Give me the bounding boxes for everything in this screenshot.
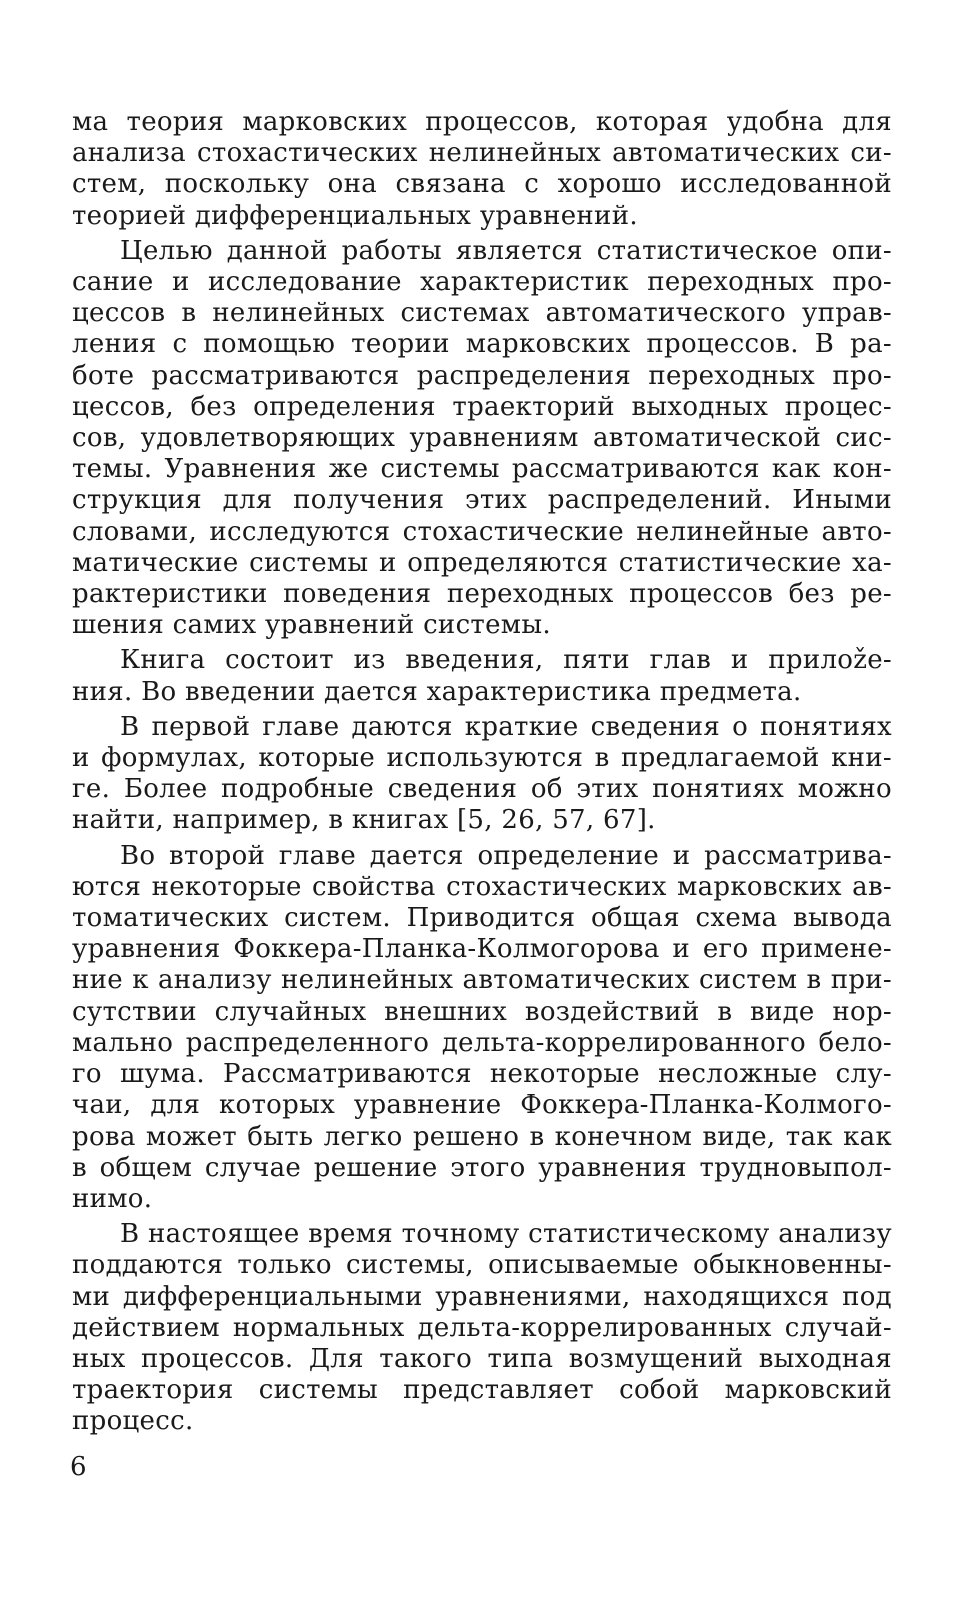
text-line: сание и исследование характеристик переходных про- bbox=[72, 267, 892, 298]
text-line: томатических систем. Приводится общая схема вывода bbox=[72, 903, 892, 934]
text-line: матические системы и определяются статистические ха- bbox=[72, 547, 892, 578]
text-line: процесс. bbox=[72, 1406, 194, 1437]
text-line: ние к анализу нелинейных автоматических систем в при- bbox=[72, 965, 892, 996]
text-line: поддаются только системы, описываемые обыкновенны- bbox=[72, 1250, 892, 1281]
text-line: шения самих уравнений системы. bbox=[72, 610, 551, 641]
paragraph-3 bbox=[72, 645, 892, 707]
text-line: Целью данной работы является статистическое опи- bbox=[120, 235, 892, 266]
text-line: теорией дифференциальных уравнений. bbox=[72, 200, 638, 231]
text-line: В первой главе даются краткие сведения о понятиях bbox=[120, 711, 892, 742]
text-line: ния. Во введении дается характеристика предмета. bbox=[72, 676, 802, 707]
paragraph-4 bbox=[72, 712, 892, 837]
text-line: Во второй главе дается определение и рассматрива- bbox=[120, 840, 892, 871]
text-line: сутствии случайных внешних воздействий в виде нор- bbox=[72, 996, 892, 1027]
text-line: найти, например, в книгах [5, 26, 57, 67]. bbox=[72, 805, 656, 836]
text-line: сов, удовлетворяющих уравнениям автоматической сис- bbox=[72, 423, 892, 454]
text-line: рактеристики поведения переходных процессов без ре- bbox=[72, 579, 892, 610]
page-number: 6 bbox=[70, 1452, 87, 1482]
text-line: чаи, для которых уравнение Фоккера-Планка-Колмого- bbox=[72, 1090, 892, 1121]
text-line: ге. Более подробные сведения об этих понятиях можно bbox=[72, 774, 892, 805]
text-line: ма теория марковских процессов, которая удобна для bbox=[72, 107, 892, 137]
paragraph-5 bbox=[72, 841, 892, 1215]
page-body bbox=[72, 107, 892, 1442]
text-line: и формулах, которые используются в предлагаемой кни- bbox=[72, 743, 892, 774]
text-line: го шума. Рассматриваются некоторые несложные слу- bbox=[72, 1059, 892, 1090]
text-line: ми дифференциальными уравнениями, находящихся под bbox=[72, 1281, 892, 1312]
text-line: В настоящее время точному статистическому анализу bbox=[120, 1219, 892, 1250]
text-line: рова может быть легко решено в конечном виде, так как bbox=[72, 1121, 892, 1152]
text-line: словами, исследуются стохастические нелинейные авто- bbox=[72, 516, 892, 547]
text-line: боте рассматриваются распределения переходных про- bbox=[72, 360, 892, 391]
text-line: анализа стохастических нелинейных автоматических си- bbox=[72, 138, 892, 169]
text-line: стем, поскольку она связана с хорошо исследованной bbox=[72, 169, 892, 200]
text-line: Книга состоит из введения, пяти глав и прилože- bbox=[120, 645, 892, 676]
text-line: ются некоторые свойства стохастических марковских ав- bbox=[72, 871, 892, 902]
paragraph-2 bbox=[72, 236, 892, 642]
text-line: действием нормальных дельта-коррелированных случай- bbox=[72, 1312, 892, 1343]
text-line: цессов в нелинейных системах автоматического управ- bbox=[72, 298, 892, 329]
text-line: ления с помощью теории марковских процессов. В ра- bbox=[72, 329, 892, 360]
text-line: мально распределенного дельта-коррелированного бело- bbox=[72, 1027, 892, 1058]
text-line: траектория системы представляет собой марковский bbox=[72, 1375, 892, 1406]
text-line: уравнения Фоккера-Планка-Колмогорова и его примене- bbox=[72, 934, 892, 965]
text-line: в общем случае решение этого уравнения трудновыпол- bbox=[72, 1152, 892, 1183]
text-line: нимо. bbox=[72, 1183, 153, 1214]
text-line: ных процессов. Для такого типа возмущений выходная bbox=[72, 1343, 892, 1374]
text-line: темы. Уравнения же системы рассматриваются как кон- bbox=[72, 454, 892, 485]
paragraph-6 bbox=[72, 1219, 892, 1437]
paragraph-1 bbox=[72, 107, 892, 232]
text-line: струкция для получения этих распределений. Иными bbox=[72, 485, 892, 516]
text-line: цессов, без определения траекторий выходных процес- bbox=[72, 391, 892, 422]
